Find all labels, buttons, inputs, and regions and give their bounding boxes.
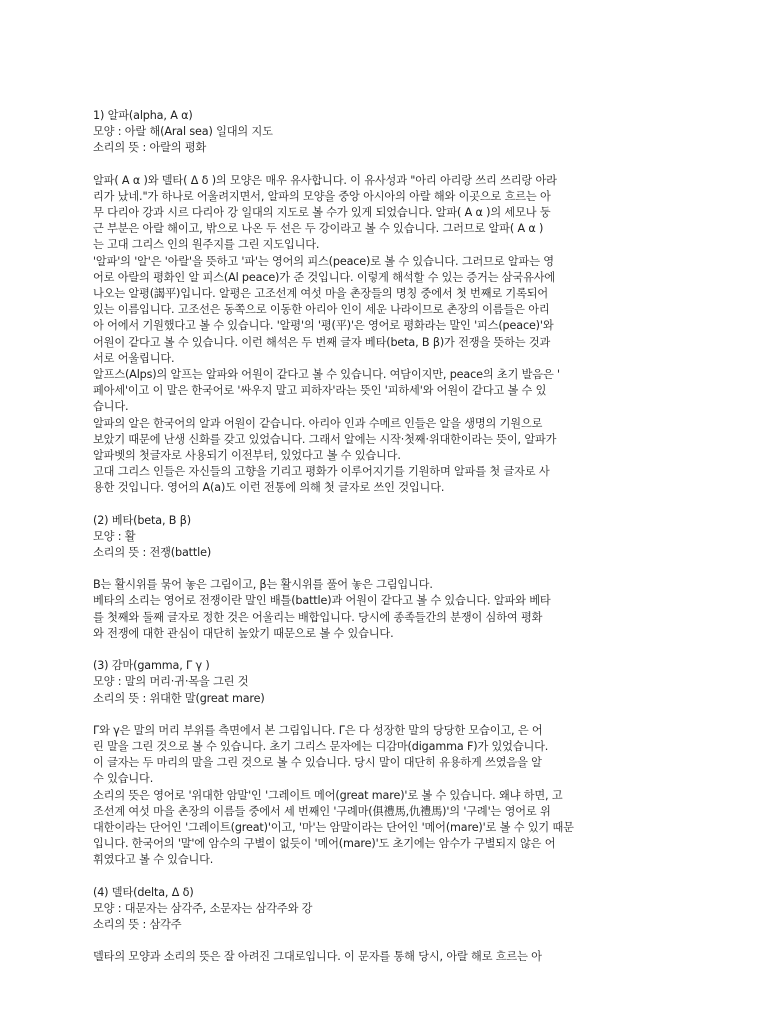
section-heading: 1) 알파(alpha, Α α)	[93, 109, 193, 122]
spacer	[93, 157, 677, 173]
section-heading: (3) 감마(gamma, Γ γ )	[93, 659, 210, 673]
spacer	[93, 561, 677, 577]
spacer	[93, 497, 677, 513]
document-page	[93, 108, 677, 965]
body-line: Γ와 γ은 말의 머리 부위를 측면에서 본 그림입니다. Γ은 다 성장한 말의 당당한 모습이고, 은 어	[93, 723, 543, 737]
body-line: 어원이 같다고 볼 수 있습니다. 이런 해석은 두 번째 글자 베타(beta, Β β)가 전쟁을 뜻하는 것과	[93, 335, 551, 349]
body-line: 나오는 알평(謁平)입니다. 알평은 고조선계 여섯 마을 촌장들의 명칭 중에서 첫 번째로 기록되어	[93, 287, 549, 301]
section-3	[93, 658, 677, 884]
body-line: 리가 났네."가 하나로 어울려지면서, 알파의 모양을 중앙 아시아의 아랄 해와 이곳으로 흐르는 아	[93, 189, 551, 203]
spacer	[93, 933, 677, 949]
spacer	[93, 869, 677, 885]
spacer	[93, 707, 677, 723]
section-shape: 모양 : 활	[93, 529, 136, 543]
body-line: 베타의 소리는 영어로 전쟁이란 말인 배틀(battle)과 어원이 같다고 볼 수 있습니다. 알파와 베타	[93, 594, 551, 608]
body-line: 알파벳의 첫글자로 사용되기 이전부터, 있었다고 볼 수 있습니다.	[93, 449, 401, 463]
spacer	[93, 642, 677, 658]
body-line: 조선계 여섯 마을 촌장의 이름들 중에서 세 번째인 '구례마(俱禮馬,仇禮馬)'의 '구례'는 영어로 위	[93, 804, 551, 818]
body-line: 보았기 때문에 난생 신화를 갖고 있었습니다. 그래서 알에는 시작·첫째·위대한이라는 뜻이, 알파가	[93, 432, 557, 446]
section-shape: 모양 : 대문자는 삼각주, 소문자는 삼각주와 강	[93, 901, 313, 915]
section-meaning: 소리의 뜻 : 전쟁(battle)	[93, 546, 212, 560]
section-meaning: 소리의 뜻 : 아랄의 평화	[93, 141, 207, 155]
body-line: 근 부분은 아랄 해이고, 밖으로 나온 두 선은 두 강이라고 볼 수 있습니다. 그러므로 알파( Α α )	[93, 222, 544, 236]
section-2	[93, 513, 677, 658]
body-line: 용한 것입니다. 영어의 A(a)도 이런 전통에 의해 첫 글자로 쓰인 것입니다.	[93, 481, 445, 495]
body-line: 고대 그리스 인들은 자신들의 고향을 기리고 평화가 이루어지기를 기원하며 알파를 첫 글자로 사	[93, 465, 550, 479]
body-line: 무 다리아 강과 시르 다리아 강 일대의 지도로 볼 수가 있게 되었습니다. 알파( Α α )의 세모나 둥	[93, 206, 551, 220]
body-line: 아 어에서 기원했다고 볼 수 있습니다. '알평'의 '평(平)'은 영어로 평화라는 말인 '피스(peace)'와	[93, 319, 554, 333]
section-meaning: 소리의 뜻 : 위대한 말(great mare)	[93, 691, 265, 705]
body-line: '알파'의 '알'은 '아랄'을 뜻하고 '파'는 영어의 피스(peace)로 볼 수 있습니다. 그러므로 알파는 영	[93, 254, 554, 268]
body-line: 휘였다고 볼 수 있습니다.	[93, 853, 214, 867]
body-line: 델타의 모양과 소리의 뜻은 잘 아려진 그대로입니다. 이 문자를 통해 당시, 아랄 해로 흐르는 아	[93, 950, 542, 964]
body-line: 알파의 알은 한국어의 알과 어원이 같습니다. 아리아 인과 수메르 인들은 알을 생명의 기원으로	[93, 416, 543, 430]
section-4	[93, 885, 677, 966]
body-line: 알파( Α α )와 델타( Δ δ )의 모양은 매우 유사합니다. 이 유사성과 "아리 아리랑 쓰리 쓰리랑 아라	[93, 173, 557, 187]
body-line: 이 글자는 두 마리의 말을 그린 것으로 볼 수 있습니다. 당시 말이 대단히 유용하게 쓰였음을 알	[93, 756, 542, 770]
section-shape: 모양 : 말의 머리·귀·목을 그린 것	[93, 675, 249, 689]
body-line: 서로 어울립니다.	[93, 351, 175, 365]
body-line: 와 전쟁에 대한 관심이 대단히 높았기 때문으로 볼 수 있습니다.	[93, 626, 394, 640]
section-meaning: 소리의 뜻 : 삼각주	[93, 917, 182, 931]
section-shape: 모양 : 아랄 해(Aral sea) 일대의 지도	[93, 125, 273, 139]
body-line: 어로 아랄의 평화인 알 피스(Al peace)가 준 것입니다. 이렇게 해석할 수 있는 증거는 삼국유사에	[93, 270, 556, 284]
section-heading: (4) 델타(delta, Δ δ)	[93, 885, 194, 899]
body-line: 입니다. 한국어의 '말'에 암수의 구별이 없듯이 '메어(mare)'도 초기에는 암수가 구별되지 않은 어	[93, 837, 556, 851]
body-line: 페아세'이고 이 말은 한국어로 '싸우지 말고 피하자'라는 뜻인 '피하세'와 어원이 같다고 볼 수 있	[93, 384, 547, 398]
section-1	[93, 108, 677, 513]
body-line: 있는 이름입니다. 고조선은 동쪽으로 이동한 아리아 인이 세운 나라이므로 촌장의 이름들은 아리	[93, 303, 550, 317]
body-line: 수 있습니다.	[93, 772, 154, 786]
body-line: 를 첫째와 둘째 글자로 정한 것은 어울리는 배합입니다. 당시에 종족들간의 분쟁이 심하여 평화	[93, 610, 543, 624]
body-line: Β는 활시위를 묶어 놓은 그림이고, β는 활시위를 풀어 놓은 그림입니다.	[93, 578, 433, 592]
body-line: 습니다.	[93, 400, 129, 414]
body-line: 알프스(Alps)의 알프는 알파와 어원이 같다고 볼 수 있습니다. 여담이지만, peace의 초기 발음은 '	[93, 368, 560, 382]
body-line: 는 고대 그리스 인의 원주지를 그린 지도입니다.	[93, 238, 320, 252]
body-line: 소리의 뜻은 영어로 '위대한 암말'인 '그레이트 메어(great mare)'로 볼 수 있습니다. 왜냐 하면, 고	[93, 788, 563, 802]
body-line: 대한이라는 단어인 '그레이트(great)'이고, '마'는 암말이라는 단어인 '메어(mare)'로 볼 수 있기 때문	[93, 820, 574, 834]
section-heading: (2) 베타(beta, Β β)	[93, 513, 191, 527]
body-line: 린 말을 그린 것으로 볼 수 있습니다. 초기 그리스 문자에는 디감마(digamma Ϝ)가 있었습니다.	[93, 739, 549, 753]
